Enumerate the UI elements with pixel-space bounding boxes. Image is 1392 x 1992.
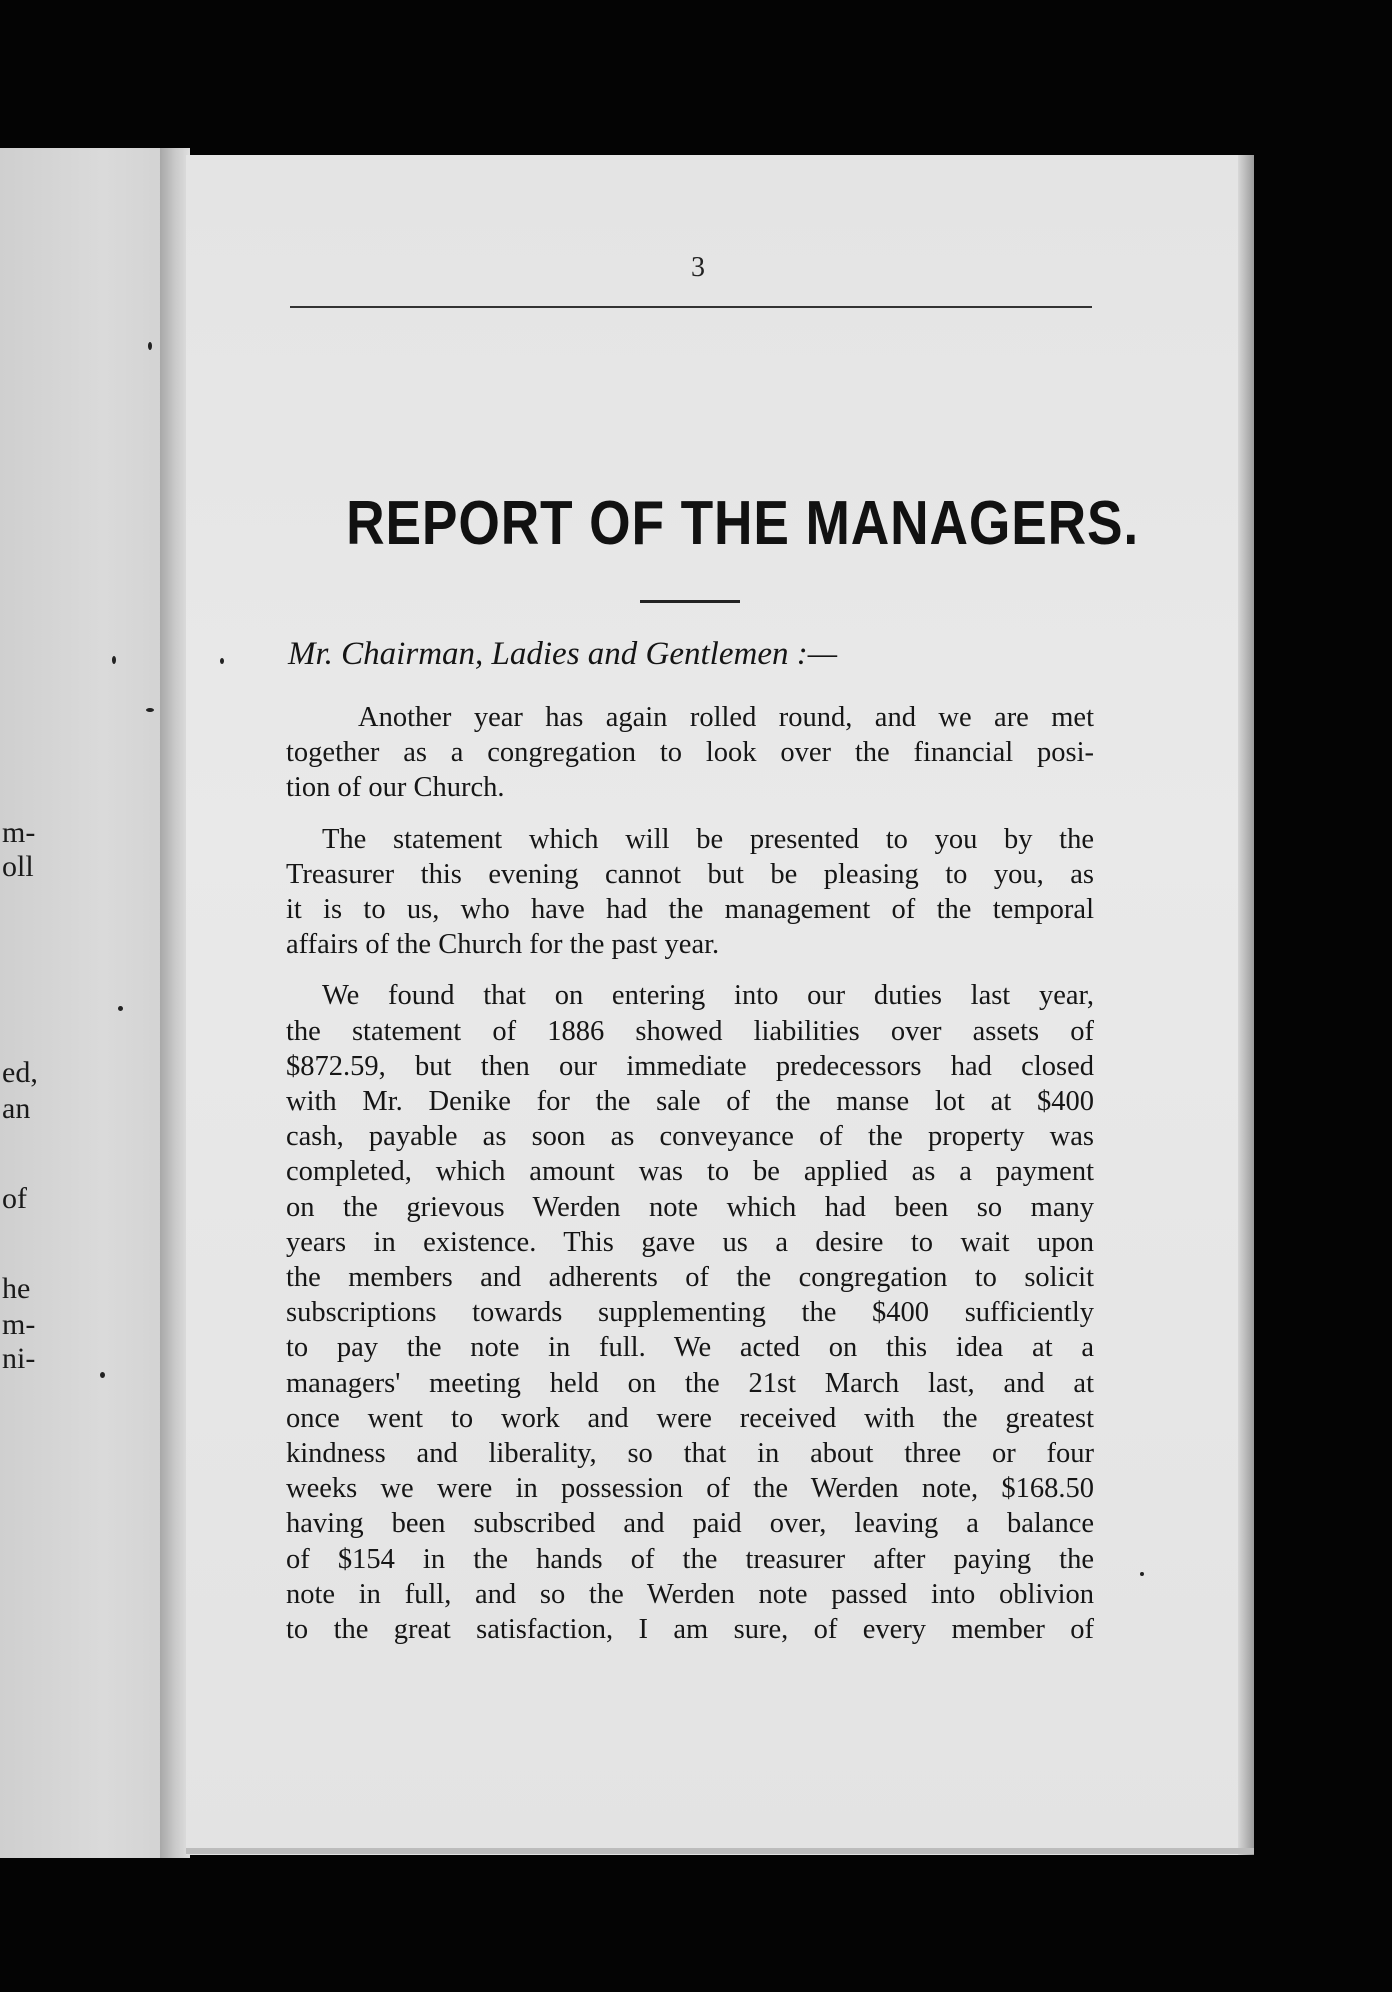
text-line: tion of our Church. — [286, 772, 505, 804]
text-line: it is to us, who have had the management of the temporal — [286, 894, 1094, 926]
scan-speck — [118, 1006, 123, 1011]
text-line: years in existence. This gave us a desire to wait upon — [286, 1226, 1094, 1258]
text-line: the members and adherents of the congregation to solicit — [286, 1262, 1094, 1294]
title-divider — [640, 600, 740, 603]
text-line: of $154 in the hands of the treasurer after paying the — [286, 1543, 1094, 1575]
paragraph — [286, 700, 1094, 806]
text-line: to the great satisfaction, I am sure, of every member of — [286, 1614, 1094, 1646]
text-line: weeks we were in possession of the Werden note, $168.50 — [286, 1473, 1094, 1505]
page-title: REPORT OF THE MANAGERS. — [346, 489, 1140, 558]
left-fragment: oll — [2, 850, 34, 883]
paragraph — [286, 822, 1094, 963]
left-page-text-fragments — [0, 148, 60, 1858]
text-line: once went to work and were received with the greatest — [286, 1402, 1094, 1434]
scan-speck — [148, 342, 152, 350]
scan-speck — [146, 708, 154, 712]
text-line: affairs of the Church for the past year. — [286, 929, 720, 961]
text-line: subscriptions towards supplementing the $400 sufficiently — [286, 1297, 1094, 1329]
text-line: managers' meeting held on the 21st March last, and at — [286, 1367, 1094, 1399]
text-line: together as a congregation to look over the financial posi- — [286, 737, 1094, 769]
left-facing-page — [0, 148, 172, 1858]
text-line: completed, which amount was to be applied as a payment — [286, 1156, 1094, 1188]
left-fragment: ed, — [2, 1056, 38, 1089]
header-rule — [290, 306, 1092, 308]
text-line: note in full, and so the Werden note passed into oblivion — [286, 1578, 1094, 1610]
left-fragment: ni- — [2, 1342, 36, 1375]
text-line: kindness and liberality, so that in about three or four — [286, 1438, 1094, 1470]
text-line: on the grievous Werden note which had been so many — [286, 1191, 1094, 1223]
text-line: We found that on entering into our duties last year, — [322, 980, 1094, 1012]
page-edge-shadow — [1238, 155, 1254, 1855]
page-bottom-edge — [186, 1848, 1254, 1854]
left-fragment: of — [2, 1182, 27, 1215]
scan-speck — [112, 656, 116, 664]
left-fragment: m- — [2, 1308, 36, 1341]
scan-speck — [1140, 1572, 1144, 1576]
text-line: having been subscribed and paid over, leaving a balance — [286, 1508, 1094, 1540]
salutation: Mr. Chairman, Ladies and Gentlemen :— — [288, 636, 838, 672]
text-line: Treasurer this evening cannot but be pleasing to you, as — [286, 858, 1094, 890]
text-line: to pay the note in full. We acted on this idea at a — [286, 1332, 1094, 1364]
text-line: The statement which will be presented to you by the — [322, 823, 1094, 855]
page-number: 3 — [691, 252, 705, 283]
left-fragment: he — [2, 1272, 31, 1305]
left-fragment: m- — [2, 816, 36, 849]
text-line: the statement of 1886 showed liabilities over assets of — [286, 1015, 1094, 1047]
text-line: with Mr. Denike for the sale of the manse lot at $400 — [286, 1086, 1094, 1118]
paragraph — [286, 978, 1094, 1647]
scan-speck — [100, 1372, 105, 1378]
left-fragment: an — [2, 1092, 31, 1125]
report-body — [286, 700, 1094, 1647]
text-line: cash, payable as soon as conveyance of the property was — [286, 1121, 1094, 1153]
text-line: Another year has again rolled round, and we are met — [358, 702, 1094, 733]
scan-speck — [220, 658, 224, 664]
text-line: $872.59, but then our immediate predecessors had closed — [286, 1050, 1094, 1082]
